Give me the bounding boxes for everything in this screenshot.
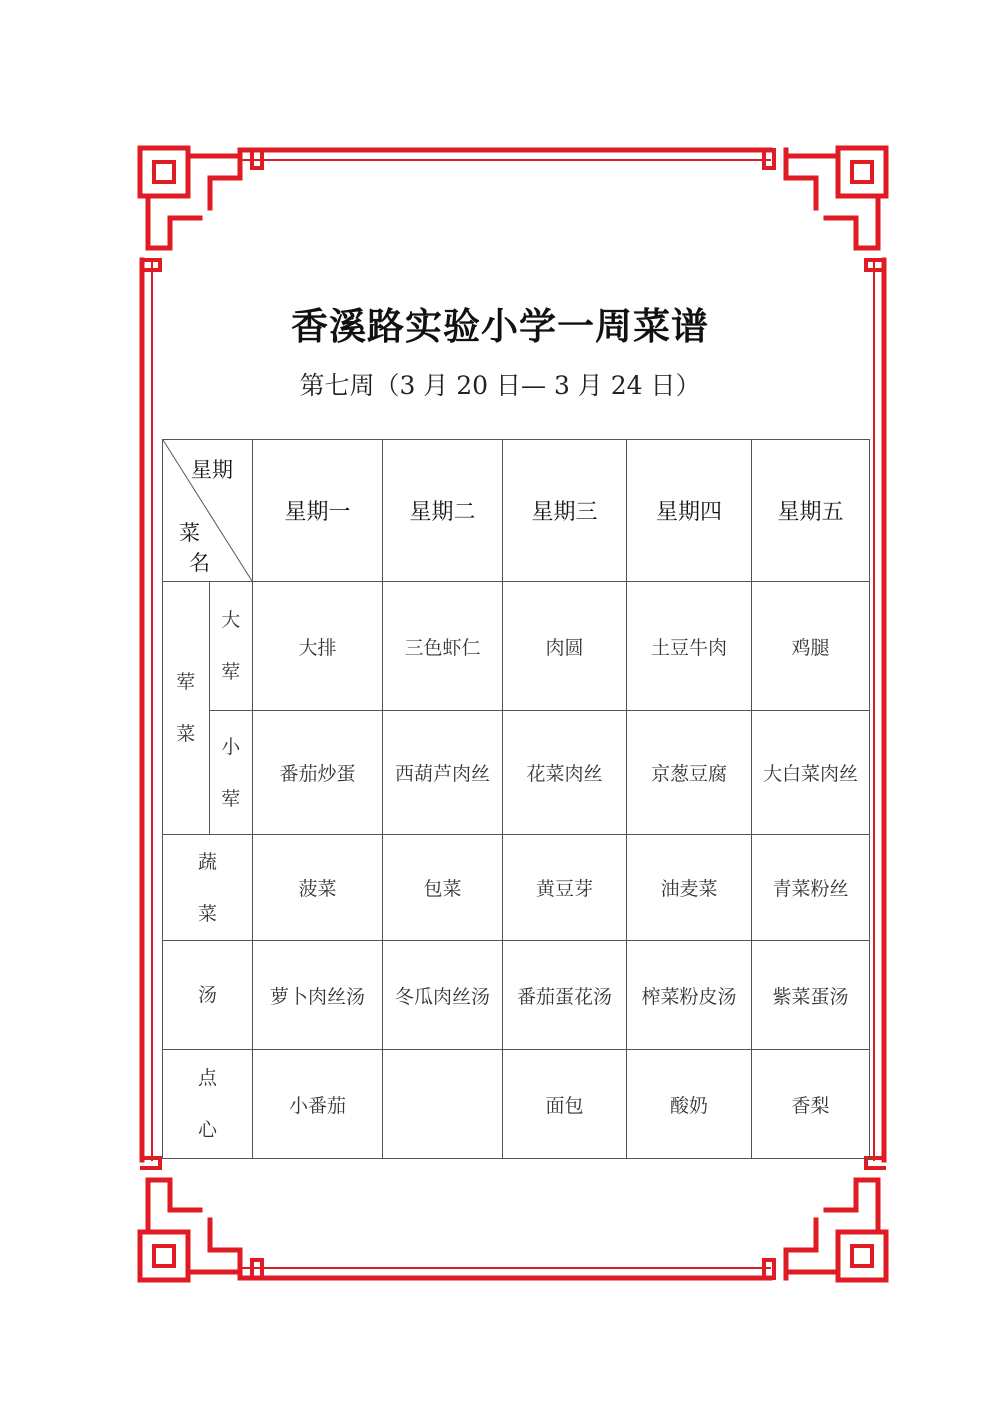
corner-weekday-label: 星期 [191, 458, 233, 482]
menu-cell: 花菜肉丝 [503, 711, 627, 835]
page-title: 香溪路实验小学一周菜谱 [291, 305, 709, 348]
menu-cell [383, 1050, 503, 1159]
day-header-tue: 星期二 [383, 440, 503, 582]
menu-cell: 香梨 [752, 1050, 870, 1159]
row-label-soup: 汤 [163, 941, 253, 1050]
menu-cell: 紫菜蛋汤 [752, 941, 870, 1050]
menu-cell: 大排 [253, 582, 383, 711]
row-label-small-meat: 小 荤 [209, 711, 252, 835]
menu-cell: 冬瓜肉丝汤 [383, 941, 503, 1050]
menu-cell: 榨菜粉皮汤 [627, 941, 752, 1050]
menu-cell: 土豆牛肉 [627, 582, 752, 711]
menu-cell: 三色虾仁 [383, 582, 503, 711]
menu-cell: 大白菜肉丝 [752, 711, 870, 835]
menu-cell: 番茄蛋花汤 [503, 941, 627, 1050]
table-row-snack [163, 1050, 870, 1159]
menu-cell: 西葫芦肉丝 [383, 711, 503, 835]
menu-cell: 小番茄 [253, 1050, 383, 1159]
menu-cell: 菠菜 [253, 835, 383, 941]
corner-cell [163, 440, 253, 582]
day-header-mon: 星期一 [253, 440, 383, 582]
corner-dish-label: 菜 名 [179, 521, 210, 575]
menu-cell: 番茄炒蛋 [253, 711, 383, 835]
day-header-thu: 星期四 [627, 440, 752, 582]
menu-cell: 肉圆 [503, 582, 627, 711]
table-row-vegetable [163, 835, 870, 941]
menu-table [162, 439, 870, 1159]
week-subtitle: 第七周（3 月 20 日— 3 月 24 日） [299, 371, 701, 400]
day-header-fri: 星期五 [752, 440, 870, 582]
menu-cell: 京葱豆腐 [627, 711, 752, 835]
table-row-soup [163, 941, 870, 1050]
row-label-vegetable: 蔬 菜 [163, 835, 253, 941]
row-label-meat: 荤 菜 [163, 582, 210, 835]
day-header-wed: 星期三 [503, 440, 627, 582]
menu-cell: 鸡腿 [752, 582, 870, 711]
menu-cell: 面包 [503, 1050, 627, 1159]
table-row-big-meat [163, 582, 870, 711]
table-header-row [163, 440, 870, 582]
menu-cell: 包菜 [383, 835, 503, 941]
menu-cell: 油麦菜 [627, 835, 752, 941]
row-label-big-meat: 大 荤 [209, 582, 252, 711]
menu-cell: 酸奶 [627, 1050, 752, 1159]
menu-cell: 黄豆芽 [503, 835, 627, 941]
row-label-snack: 点 心 [163, 1050, 253, 1159]
menu-cell: 萝卜肉丝汤 [253, 941, 383, 1050]
menu-cell: 青菜粉丝 [752, 835, 870, 941]
table-row-small-meat [163, 711, 870, 835]
